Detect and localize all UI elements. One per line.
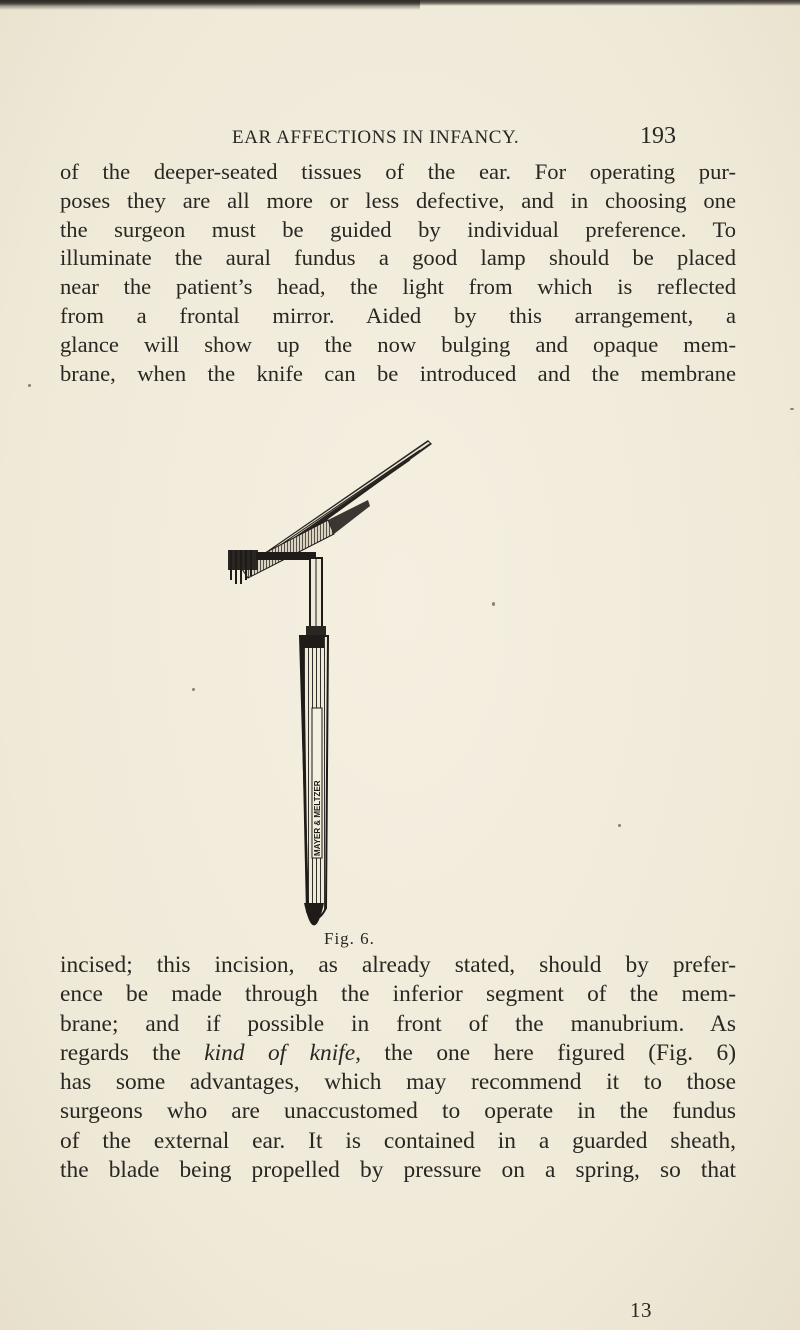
paper-speck [618,824,621,827]
text-line: has some advantages, which may recommend it to those [60,1069,736,1096]
text-line: incised; this incision, as already stated, should by prefer- [60,952,736,978]
scan-edge-shadow-left [0,0,420,10]
italic-phrase: kind of knife, [204,1039,361,1066]
paper-speck [790,408,794,410]
text-line: of the deeper-seated tissues of the ear. For operating pur- [60,159,736,184]
text-line: near the patient’s head, the light from which is reflected [60,274,736,300]
figure-ear-knife [200,408,440,948]
text-line: ence be made through the inferior segment of the mem- [60,981,736,1008]
running-header: EAR AFFECTIONS IN INFANCY. [232,127,520,148]
text-line: brane; and if possible in front of the manubrium. As [60,1010,736,1037]
ear-knife-illustration [200,408,440,948]
paper-speck [192,688,195,691]
text-line: the blade being propelled by pressure on a spring, so that [60,1157,736,1184]
text-line: of the external ear. It is contained in a guarded sheath, [60,1127,736,1154]
text-line: illuminate the aural fundus a good lamp should be placed [60,245,736,271]
paper-speck [28,384,31,387]
text-run: the one here figured (Fig. 6) [360,1039,736,1066]
text-run: regards the [60,1039,205,1066]
text-line: from a frontal mirror. Aided by this arrangement, a [60,302,736,328]
text-line: surgeons who are unaccustomed to operate in the fundus [60,1098,736,1125]
paper-speck [492,602,495,606]
text-line: the surgeon must be guided by individual preference. To [60,216,736,242]
paragraph-2 [60,951,736,1185]
signature-mark: 13 [630,1298,652,1322]
text-line [60,1039,736,1068]
text-line: brane, when the knife can be introduced and the membrane [60,360,736,386]
figure-caption: Fig. 6. [324,929,375,948]
text-line: glance will show up the now bulging and opaque mem- [60,331,736,357]
text-line: poses they are all more or less defective, and in choosing one [60,187,736,213]
page-number: 193 [640,123,676,149]
pivot-head [228,550,316,584]
knife-stem [306,558,326,636]
paragraph-1 [60,158,736,388]
knife-handle [300,636,328,926]
handle-engraving: MAYER & MELTZER [313,780,322,856]
